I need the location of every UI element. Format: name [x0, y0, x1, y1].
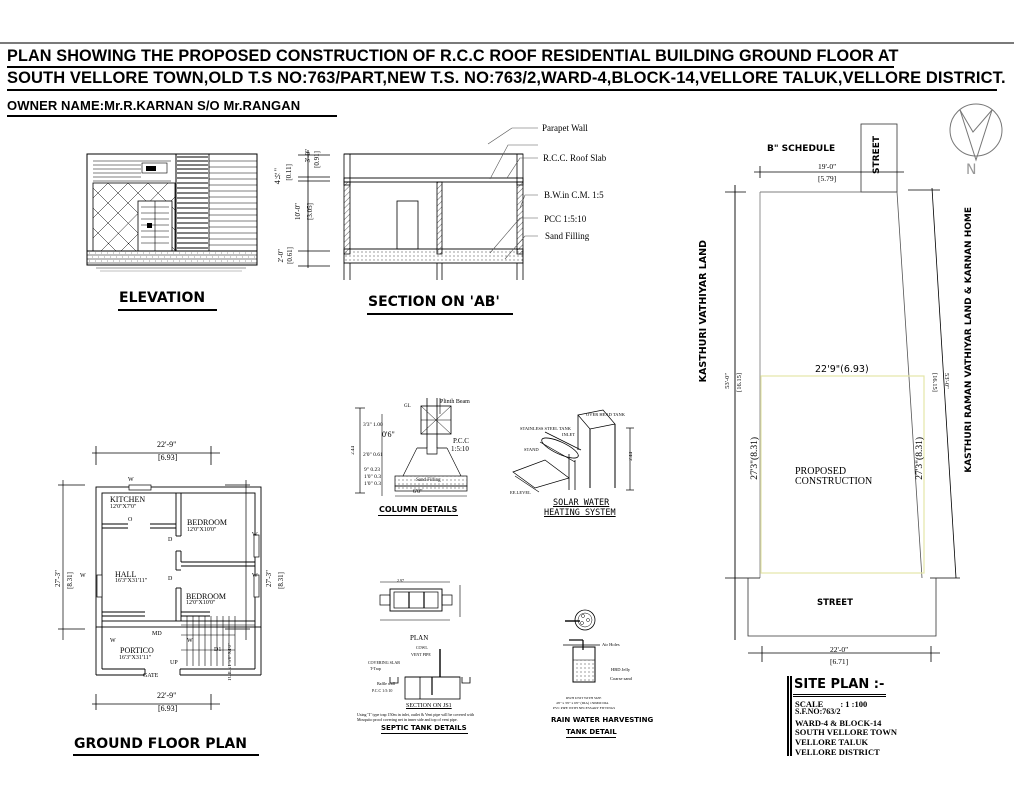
septic-label-t-trap: T-Trap [370, 666, 381, 671]
rwh-label-hbd-jelly: HBD Jelly [611, 667, 631, 672]
room-bedroom-1-size: 12'0"X10'0" [187, 527, 217, 533]
solar-heating-drawing [505, 410, 645, 500]
septic-note: Using 'T' type trap 150m in inlet, outlet & Vent pipe will be covered with Mosquito proof covering net in inner side and top of vent pipe. [357, 712, 475, 722]
septic-label-vent-pipe: VENT PIPE [411, 652, 431, 657]
solar-title-line-1: SOLAR WATER [553, 498, 610, 508]
site-bottom-dim-ft: 22'-0" [830, 645, 849, 654]
rwh-label-air-holes: Air Holes [602, 642, 620, 647]
section-callout-sand-filling: Sand Filling [545, 231, 590, 241]
plan-d1-label: D1 [214, 647, 222, 653]
solar-title-line-2: HEATING SYSTEM [544, 508, 616, 518]
plan-top-dim-ft: 22'-9" [157, 440, 177, 449]
plan-door-label: D [168, 576, 173, 582]
site-plan-title-underline-2 [793, 696, 886, 697]
room-kitchen-size: 12'0"X7'0" [110, 504, 137, 510]
site-right-dim-ft: 53'-0" [943, 373, 950, 389]
septic-plan-label: PLAN [410, 634, 429, 642]
plan-window-label: W [252, 532, 258, 538]
site-plan-scale: SCALE : 1 :100 [795, 699, 868, 709]
elevation-dim-parapet-m: [0.11] [285, 164, 293, 181]
site-left-dim-ft: 53'-0" [724, 373, 731, 389]
room-portico-size: 16'3"X31'11" [119, 655, 152, 661]
septic-label-cowl: COWL [416, 645, 428, 650]
site-schedule-label: B" SCHEDULE [767, 144, 836, 154]
ground-floor-plan-underline [73, 754, 259, 756]
site-right-dim-m: [16.15] [931, 373, 938, 392]
plan-opening-label: O [128, 517, 133, 523]
proposed-label-line-2: CONSTRUCTION [795, 476, 873, 487]
section-ab-drawing [340, 150, 540, 290]
column-height-dim: 2.44 [351, 446, 356, 455]
proposed-width-dim: 22'9"(6.93) [815, 364, 869, 375]
plan-bottom-dim-ft: 22'-9" [157, 691, 177, 700]
rwh-title-line-1: RAIN WATER HARVESTING [551, 716, 654, 724]
site-top-dim-ft: 19'-0" [818, 162, 837, 171]
section-title-underline [367, 313, 513, 315]
plan-right-dim-m: [8.31] [277, 572, 285, 589]
site-plan-sf-no: S.F.NO:763/2 [795, 707, 841, 716]
septic-title: SEPTIC TANK DETAILS [381, 724, 467, 732]
septic-label-pcc: P.C.C 1:5:10 [372, 688, 393, 693]
section-callout-pcc: PCC 1:5:10 [544, 214, 587, 224]
room-hall-size: 16'3"X31'11" [115, 578, 148, 584]
rwh-label-coarse-sand: Coarse sand [610, 676, 632, 681]
title-line-2: SOUTH VELLORE TOWN,OLD T.S NO:763/PART,NEW T.S. NO:763/2,WARD-4,BLOCK-14,VELLORE TALUK,VELLORE DISTRICT. [7, 69, 1006, 87]
sheet-top-border [0, 42, 1014, 44]
plan-bottom-dim-m: [6.93] [158, 704, 178, 713]
column-level-5: 1'0" 0.3 [364, 481, 381, 487]
rwh-title-line-2: TANK DETAIL [566, 728, 617, 736]
elevation-dim-top-ft: 3'-0" [304, 149, 312, 163]
elevation-title-underline [118, 309, 217, 311]
elevation-dim-plinth-ft: 2'-0" [277, 249, 285, 263]
elevation-dim-wall-ft: 10'-0" [294, 203, 302, 220]
solar-label-stand: STAND [524, 447, 539, 452]
owner-underline [7, 115, 337, 117]
septic-section-label: SECTION ON JS1 [406, 703, 452, 709]
column-label-pcc: P.C.C [453, 437, 469, 445]
plan-door-label: D [168, 537, 173, 543]
solar-height-dim: 2.44 [629, 452, 634, 461]
plan-main-door-label: MD [152, 631, 162, 637]
plan-stair-up-label: UP [170, 660, 178, 666]
elevation-dim-top-m: [0.91] [313, 151, 321, 168]
elevation-dim-wall-m: [3.05] [306, 203, 314, 220]
septic-label-covering-slab: COVERING SLAB [368, 660, 400, 665]
column-label-footing-width: 6'0" [413, 489, 423, 495]
site-plan-district: VELLORE DISTRICT [795, 747, 880, 757]
plan-gate-label: GATE [143, 673, 159, 679]
column-level-3: 9" 0.23 [364, 467, 380, 473]
site-right-neighbour: KASTHURI RAMAN VATHIYAR LAND & KARNAN HOME [964, 207, 974, 473]
plan-right-dim-ft: 27'-3" [265, 570, 273, 587]
septic-dim-length: 2.97 [397, 578, 404, 583]
proposed-right-dim: 27'3"(8.31) [915, 437, 925, 480]
site-street-bottom: STREET [817, 598, 853, 608]
site-top-dim-m: [5.79] [818, 174, 837, 183]
room-hall-name: HALL [115, 570, 137, 579]
rwh-note-2: 4'0" x 3'0" x 6'0" (DIA) 150MM DIA [556, 701, 609, 705]
plan-left-dim-m: [8.31] [66, 572, 74, 589]
solar-label-inlet: INLET [562, 432, 575, 437]
plan-window-label: W [187, 638, 193, 644]
rwh-note-1: RWH UNIT WITH SIZE [566, 696, 602, 700]
column-label-gl: GL [404, 404, 411, 409]
elevation-title: ELEVATION [119, 290, 206, 306]
title-line-1: PLAN SHOWING THE PROPOSED CONSTRUCTION OF R.C.C ROOF RESIDENTIAL BUILDING GROUND FLOOR AT [7, 47, 899, 65]
site-left-neighbour: KASTHURI VATHIYAR LAND [698, 240, 709, 383]
section-title: SECTION ON 'AB' [368, 294, 500, 310]
plan-left-dim-ft: 27'-3" [54, 570, 62, 587]
section-callout-rcc-roof-slab: R.C.C. Roof Slab [543, 153, 607, 163]
column-label-sand-filling: Sand Filling [416, 478, 441, 483]
column-label-pcc-ratio: 1:5:10 [451, 445, 469, 453]
column-details-title: COLUMN DETAILS [379, 505, 458, 514]
column-details-underline [378, 515, 458, 516]
plan-top-dim-m: [6.93] [158, 453, 178, 462]
ground-floor-plan-title: GROUND FLOOR PLAN [74, 736, 247, 752]
site-street-top: STREET [872, 136, 882, 174]
room-portico-name: PORTICO [120, 646, 154, 655]
site-plan-block-rule-2 [790, 676, 792, 756]
owner-name: OWNER NAME:Mr.R.KARNAN S/O Mr.RANGAN [7, 98, 301, 113]
proposed-left-dim: 27'3"(8.31) [750, 437, 760, 480]
elevation-drawing [86, 153, 261, 273]
north-label: N [966, 162, 977, 178]
section-callout-bw-cm: B.W.in C.M. 1:5 [544, 190, 604, 200]
septic-label-baffle: Baffle wall [377, 681, 395, 686]
elevation-dim-parapet-ft: 4½" [273, 168, 282, 185]
plan-window-label: W [128, 477, 134, 483]
site-plan-block-rule-1 [787, 676, 789, 756]
column-level-4: 1'0" 0.3 [364, 474, 381, 480]
section-callout-parapet-wall: Parapet Wall [542, 123, 588, 133]
room-kitchen-name: KITCHEN [110, 495, 146, 504]
site-left-dim-m: [16.15] [736, 373, 743, 392]
title-underline-2 [7, 89, 997, 91]
solar-label-level: EE.LEVEL [510, 490, 531, 495]
plan-window-label: W [110, 638, 116, 644]
septic-title-underline [381, 733, 468, 734]
rwh-note-3: PVC PIPE WITH NECESSARY FITTINGS [553, 706, 616, 710]
plan-toilet-label: TOILET 5'0"X4'0" [228, 643, 233, 682]
site-plan-title: SITE PLAN :- [794, 677, 885, 692]
plan-window-label: W [80, 573, 86, 579]
room-bedroom-2-size: 12'0"X10'0" [186, 600, 216, 606]
proposed-label-line-1: PROPOSED [795, 466, 847, 477]
solar-label-ss-tank: STAINLESS STEEL TANK [520, 426, 572, 431]
column-label-offset: 0'6" [382, 430, 395, 439]
solar-label-overhead-tank: OVER HEAD TANK [586, 412, 626, 417]
site-plan-title-underline-1 [793, 694, 886, 695]
rwh-title-underline [566, 737, 616, 738]
site-plan-taluk: VELLORE TALUK [795, 737, 869, 747]
room-bedroom-1-name: BEDROOM [187, 518, 228, 527]
elevation-dimension-line [298, 150, 338, 275]
column-level-2: 2'0" 0.61 [363, 452, 383, 458]
site-plan-ward: WARD-4 & BLOCK-14 [795, 718, 882, 728]
site-bottom-dim-m: [6.71] [830, 657, 849, 666]
plan-window-label: W [252, 573, 258, 579]
elevation-dim-plinth-m: [0.61] [286, 247, 294, 264]
room-bedroom-2-name: BEDROOM [186, 592, 227, 601]
column-label-plinth-beam: Plinth Beam [440, 399, 470, 405]
site-plan-town: SOUTH VELLORE TOWN [795, 727, 898, 737]
title-underline-1 [7, 66, 894, 68]
column-level-1: 3'3" 1.00 [363, 422, 383, 428]
